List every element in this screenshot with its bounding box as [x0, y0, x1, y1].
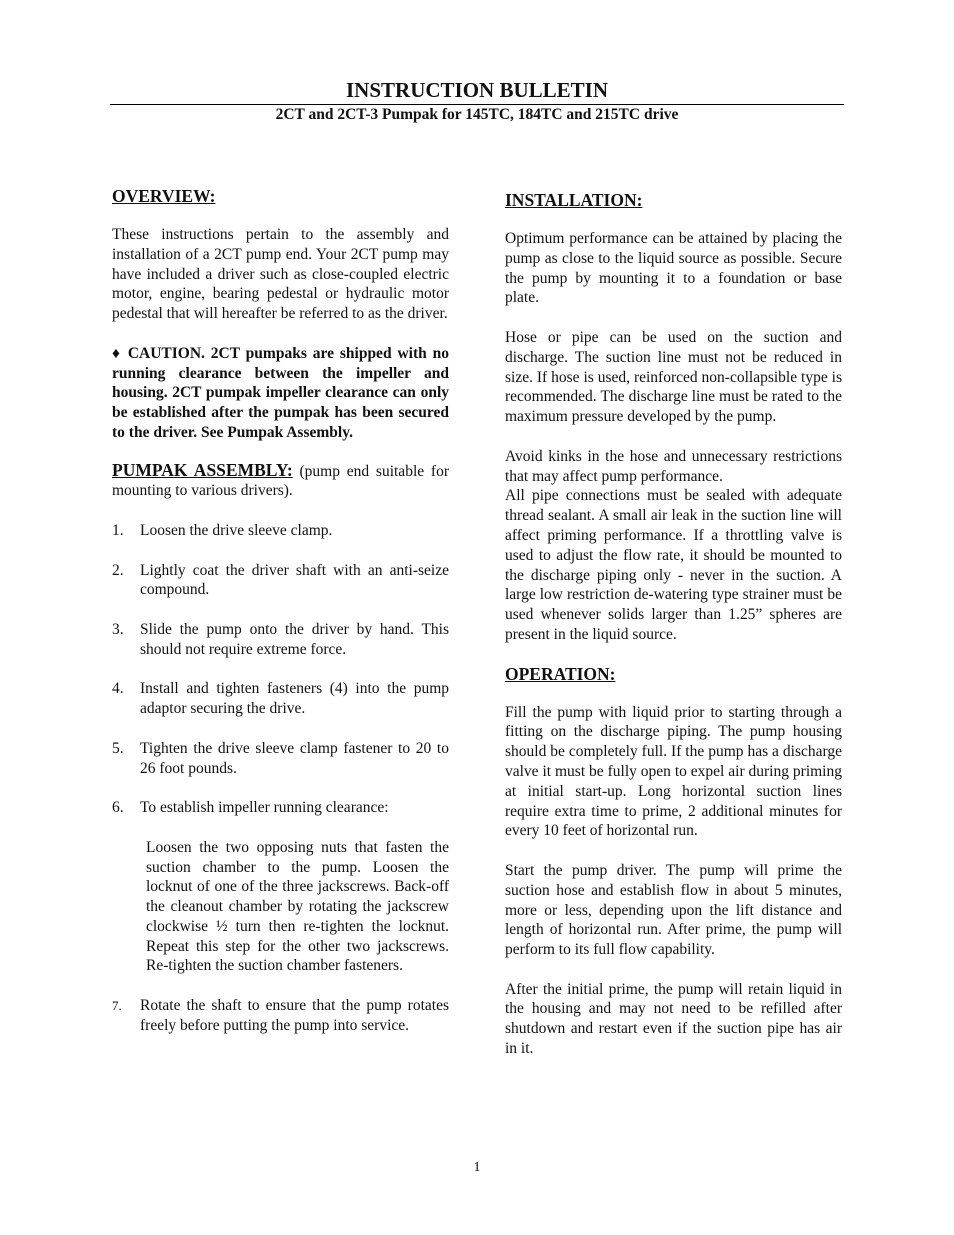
- title-rule: [110, 104, 844, 105]
- installation-paragraph: Hose or pipe can be used on the suction and discharge. The suction line must not be reduced in size. If hose is used, reinforced non-collapsible type is recommended. The discharge line must be rated to the maximum pressure developed by the pump.: [505, 328, 842, 426]
- overview-heading: OVERVIEW:: [112, 186, 216, 206]
- step-number: 6.: [112, 799, 124, 817]
- operation-heading: OPERATION:: [505, 663, 616, 684]
- list-item: [112, 739, 449, 779]
- step-number: 5.: [112, 739, 124, 757]
- step-number: 2.: [112, 561, 124, 579]
- installation-paragraph: Optimum performance can be attained by placing the pump as close to the liquid source as possible. Secure the pump by mounting it to a foundation or base plate.: [505, 230, 842, 307]
- step-number: 7.: [112, 998, 122, 1014]
- overview-paragraph: These instructions pertain to the assembly and installation of a 2CT pump end. Your 2CT pump may have included a driver such as close-coupled electric motor, engine, bearing pedestal or hydraulic motor pedestal that will hereafter be referred to as the driver.: [112, 226, 449, 323]
- page-title: INSTRUCTION BULLETIN: [346, 78, 608, 102]
- list-item: [112, 996, 449, 1036]
- step-text: Loosen the drive sleeve clamp.: [140, 521, 333, 539]
- step-text: Install and tighten fasteners (4) into the pump adaptor securing the drive.: [140, 680, 449, 718]
- step-text: Lightly coat the driver shaft with an anti-seize compound.: [140, 561, 449, 599]
- page-number: 1: [473, 1160, 481, 1175]
- step-number: 3.: [112, 620, 124, 638]
- step-text: Slide the pump onto the driver by hand. This should not require extreme force.: [140, 620, 449, 658]
- operation-paragraph: After the initial prime, the pump will retain liquid in the housing and may not need to be refilled after shutdown and restart even if the suction pipe has air in it.: [505, 980, 842, 1058]
- assembly-heading: PUMPAK ASSEMBLY:: [112, 459, 293, 480]
- installation-paragraph: Avoid kinks in the hose and unnecessary restrictions that may affect pump performance.: [505, 447, 842, 485]
- operation-paragraph: Fill the pump with liquid prior to starting through a fitting on the discharge piping. The pump housing should be completely full. If the pump has a discharge valve it must be fully open to expel air during priming at initial start-up. Long horizontal suction lines require extra time to prime, 2 additional minutes for every 10 feet of horizontal run.: [505, 703, 842, 840]
- list-item: [112, 679, 449, 719]
- assembly-steps: [112, 521, 449, 1036]
- step-number: 1.: [112, 521, 124, 539]
- step-text: To establish impeller running clearance:: [140, 799, 389, 817]
- step-text: Rotate the shaft to ensure that the pump rotates freely before putting the pump into service.: [140, 997, 449, 1034]
- assembly-intro: [112, 461, 449, 502]
- step-6-detail: Loosen the two opposing nuts that fasten the suction chamber to the pump. Loosen the locknut of one of the three jackscrews. Back-off the cleanout chamber by rotating the jackscrew clockwise ½ turn then re-tighten the locknut. Repeat this step for the other two jackscrews. Re-tighten the suction chamber fasteners.: [146, 838, 449, 975]
- list-item: [112, 521, 449, 541]
- right-column: [505, 189, 842, 1059]
- assembly-intro-text: (pump end suitable for mounting to various drivers).: [112, 462, 449, 500]
- installation-heading: INSTALLATION:: [505, 190, 643, 210]
- caution-paragraph: ♦ CAUTION. 2CT pumpaks are shipped with no running clearance between the impeller and housing. 2CT pumpak impeller clearance can only be established after the pumpak has been secured to the driver. See Pumpak Assembly.: [112, 344, 449, 441]
- left-column: [112, 185, 449, 1055]
- list-item: [112, 798, 449, 976]
- step-text: Tighten the drive sleeve clamp fastener to 20 to 26 foot pounds.: [140, 739, 449, 777]
- list-item: [112, 561, 449, 601]
- operation-paragraph: Start the pump driver. The pump will prime the suction hose and establish flow in about 5 minutes, more or less, depending upon the lift distance and length of horizontal run. After prime, the pump will perform to its full flow capability.: [505, 861, 842, 959]
- list-item: [112, 620, 449, 660]
- page-subtitle: 2CT and 2CT-3 Pumpak for 145TC, 184TC and 215TC drive: [275, 106, 679, 123]
- step-number: 4.: [112, 680, 124, 698]
- installation-paragraph: All pipe connections must be sealed with adequate thread sealant. A small air leak in the suction line will affect priming performance. If a throttling valve is used to adjust the flow rate, it should be mounted to the discharge piping only - never in the suction. A large low restriction de-watering type strainer must be used whenever solids larger than 1.25” spheres are present in the liquid source.: [505, 487, 842, 643]
